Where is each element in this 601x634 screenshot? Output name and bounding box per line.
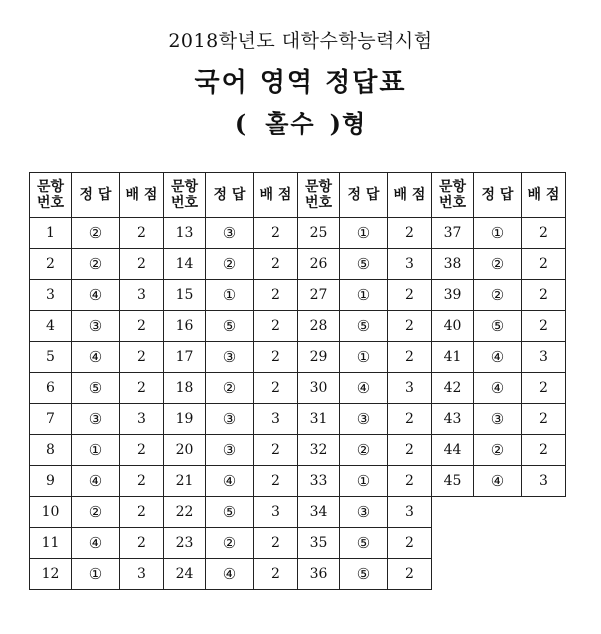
answer-cell: ①: [340, 342, 388, 373]
answer-cell: ③: [340, 497, 388, 528]
points-cell: 2: [120, 311, 164, 342]
points-cell: 2: [254, 342, 298, 373]
empty-cell: [432, 559, 474, 590]
answer-cell: ④: [72, 342, 120, 373]
table-row: [30, 559, 566, 590]
header-qno-bottom: 번호: [304, 195, 333, 211]
header-question-number: [432, 173, 474, 218]
header-question-number: [298, 173, 340, 218]
points-cell: 2: [522, 435, 566, 466]
answer-table: [29, 172, 566, 590]
header-qno-top: 문항: [170, 179, 199, 195]
points-cell: 2: [388, 280, 432, 311]
question-number-cell: 12: [30, 559, 72, 590]
answer-cell: ①: [72, 559, 120, 590]
answer-cell: ②: [72, 218, 120, 249]
answer-cell: ④: [340, 373, 388, 404]
empty-cell: [474, 528, 522, 559]
points-cell: 2: [120, 435, 164, 466]
empty-cell: [474, 497, 522, 528]
question-number-cell: 25: [298, 218, 340, 249]
points-cell: 2: [522, 218, 566, 249]
points-cell: 2: [388, 466, 432, 497]
table-header-row: [30, 173, 566, 218]
question-number-cell: 42: [432, 373, 474, 404]
points-cell: 2: [120, 342, 164, 373]
answer-cell: ⑤: [206, 311, 254, 342]
question-number-cell: 33: [298, 466, 340, 497]
header-qno-top: 문항: [438, 179, 467, 195]
answer-cell: ③: [340, 404, 388, 435]
answer-cell: ②: [206, 249, 254, 280]
points-cell: 2: [522, 280, 566, 311]
answer-cell: ③: [474, 404, 522, 435]
answer-cell: ③: [206, 404, 254, 435]
empty-cell: [432, 528, 474, 559]
question-number-cell: 18: [164, 373, 206, 404]
answer-cell: ②: [474, 249, 522, 280]
table-row: [30, 466, 566, 497]
question-number-cell: 21: [164, 466, 206, 497]
empty-cell: [474, 559, 522, 590]
question-number-cell: 37: [432, 218, 474, 249]
answer-cell: ④: [206, 466, 254, 497]
question-number-cell: 14: [164, 249, 206, 280]
header-qno-bottom: 번호: [438, 195, 467, 211]
answer-cell: ⑤: [474, 311, 522, 342]
question-number-cell: 5: [30, 342, 72, 373]
answer-cell: ⑤: [340, 559, 388, 590]
question-number-cell: 1: [30, 218, 72, 249]
points-cell: 2: [120, 466, 164, 497]
answer-cell: ④: [72, 466, 120, 497]
header-answer: 정 답: [340, 173, 388, 218]
table-row: [30, 249, 566, 280]
header-points: 배 점: [254, 173, 298, 218]
question-number-cell: 20: [164, 435, 206, 466]
header-question-number: [164, 173, 206, 218]
exam-title: 2018학년도 대학수학능력시험: [168, 30, 433, 52]
table-row: [30, 528, 566, 559]
question-number-cell: 35: [298, 528, 340, 559]
header-qno-bottom: 번호: [36, 195, 65, 211]
question-number-cell: 6: [30, 373, 72, 404]
question-number-cell: 32: [298, 435, 340, 466]
header-question-number: [30, 173, 72, 218]
question-number-cell: 43: [432, 404, 474, 435]
empty-cell: [522, 559, 566, 590]
answer-cell: ③: [206, 342, 254, 373]
points-cell: 2: [522, 249, 566, 280]
question-number-cell: 19: [164, 404, 206, 435]
paren-open: (: [234, 109, 248, 138]
question-number-cell: 26: [298, 249, 340, 280]
form-type-line: [0, 104, 601, 139]
points-cell: 3: [388, 249, 432, 280]
points-cell: 2: [388, 404, 432, 435]
answer-cell: ②: [340, 435, 388, 466]
points-cell: 2: [254, 311, 298, 342]
question-number-cell: 3: [30, 280, 72, 311]
question-number-cell: 15: [164, 280, 206, 311]
answer-cell: ④: [206, 559, 254, 590]
points-cell: 2: [388, 435, 432, 466]
points-cell: 3: [522, 342, 566, 373]
answer-cell: ②: [206, 373, 254, 404]
question-number-cell: 41: [432, 342, 474, 373]
table-row: [30, 218, 566, 249]
header-answer: 정 답: [72, 173, 120, 218]
table-row: [30, 373, 566, 404]
points-cell: 3: [254, 404, 298, 435]
answer-cell: ⑤: [206, 497, 254, 528]
points-cell: 2: [254, 373, 298, 404]
points-cell: 2: [388, 559, 432, 590]
table-row: [30, 497, 566, 528]
answer-cell: ②: [72, 497, 120, 528]
points-cell: 2: [254, 435, 298, 466]
question-number-cell: 30: [298, 373, 340, 404]
question-number-cell: 40: [432, 311, 474, 342]
question-number-cell: 11: [30, 528, 72, 559]
question-number-cell: 22: [164, 497, 206, 528]
answer-cell: ③: [72, 404, 120, 435]
question-number-cell: 31: [298, 404, 340, 435]
points-cell: 2: [388, 218, 432, 249]
answer-cell: ①: [474, 218, 522, 249]
answer-cell: ②: [474, 435, 522, 466]
header-answer: 정 답: [206, 173, 254, 218]
question-number-cell: 34: [298, 497, 340, 528]
question-number-cell: 13: [164, 218, 206, 249]
points-cell: 2: [522, 404, 566, 435]
answer-cell: ③: [206, 435, 254, 466]
question-number-cell: 45: [432, 466, 474, 497]
table-row: [30, 311, 566, 342]
question-number-cell: 38: [432, 249, 474, 280]
answer-cell: ③: [72, 311, 120, 342]
table-row: [30, 342, 566, 373]
subject-title: 국어 영역 정답표: [194, 68, 407, 98]
answer-cell: ①: [206, 280, 254, 311]
points-cell: 2: [388, 528, 432, 559]
answer-cell: ⑤: [340, 311, 388, 342]
points-cell: 2: [254, 280, 298, 311]
table-body: [30, 218, 566, 590]
points-cell: 3: [388, 373, 432, 404]
answer-cell: ②: [206, 528, 254, 559]
answer-cell: ④: [474, 466, 522, 497]
header-points: 배 점: [120, 173, 164, 218]
header-points: 배 점: [522, 173, 566, 218]
points-cell: 2: [254, 249, 298, 280]
answer-cell: ①: [72, 435, 120, 466]
points-cell: 3: [120, 404, 164, 435]
points-cell: 2: [120, 249, 164, 280]
answer-cell: ④: [72, 280, 120, 311]
empty-cell: [522, 528, 566, 559]
points-cell: 2: [120, 497, 164, 528]
question-number-cell: 4: [30, 311, 72, 342]
question-number-cell: 10: [30, 497, 72, 528]
empty-cell: [522, 497, 566, 528]
question-number-cell: 24: [164, 559, 206, 590]
points-cell: 2: [254, 559, 298, 590]
answer-cell: ⑤: [72, 373, 120, 404]
points-cell: 2: [254, 528, 298, 559]
answer-cell: ④: [72, 528, 120, 559]
empty-cell: [432, 497, 474, 528]
paren-close-type: )형: [329, 109, 367, 138]
question-number-cell: 44: [432, 435, 474, 466]
points-cell: 2: [120, 218, 164, 249]
points-cell: 2: [388, 311, 432, 342]
question-number-cell: 27: [298, 280, 340, 311]
answer-cell: ⑤: [340, 528, 388, 559]
question-number-cell: 7: [30, 404, 72, 435]
points-cell: 3: [120, 559, 164, 590]
answer-cell: ②: [72, 249, 120, 280]
points-cell: 3: [388, 497, 432, 528]
question-number-cell: 16: [164, 311, 206, 342]
answer-cell: ⑤: [340, 249, 388, 280]
form-type-label: 홀수: [265, 109, 316, 138]
table-row: [30, 280, 566, 311]
answer-cell: ①: [340, 218, 388, 249]
question-number-cell: 39: [432, 280, 474, 311]
question-number-cell: 9: [30, 466, 72, 497]
header-answer: 정 답: [474, 173, 522, 218]
table-row: [30, 435, 566, 466]
header-qno-top: 문항: [36, 179, 65, 195]
question-number-cell: 17: [164, 342, 206, 373]
header-qno-top: 문항: [304, 179, 333, 195]
header-qno-bottom: 번호: [170, 195, 199, 211]
points-cell: 2: [120, 528, 164, 559]
points-cell: 3: [254, 497, 298, 528]
answer-cell: ①: [340, 280, 388, 311]
question-number-cell: 28: [298, 311, 340, 342]
question-number-cell: 2: [30, 249, 72, 280]
points-cell: 2: [254, 218, 298, 249]
points-cell: 2: [522, 373, 566, 404]
points-cell: 2: [388, 342, 432, 373]
answer-cell: ①: [340, 466, 388, 497]
question-number-cell: 36: [298, 559, 340, 590]
points-cell: 3: [120, 280, 164, 311]
question-number-cell: 29: [298, 342, 340, 373]
header-points: 배 점: [388, 173, 432, 218]
question-number-cell: 23: [164, 528, 206, 559]
answer-cell: ④: [474, 342, 522, 373]
answer-cell: ④: [474, 373, 522, 404]
points-cell: 3: [522, 466, 566, 497]
points-cell: 2: [522, 311, 566, 342]
points-cell: 2: [254, 466, 298, 497]
points-cell: 2: [120, 373, 164, 404]
table-row: [30, 404, 566, 435]
question-number-cell: 8: [30, 435, 72, 466]
answer-cell: ③: [206, 218, 254, 249]
answer-cell: ②: [474, 280, 522, 311]
